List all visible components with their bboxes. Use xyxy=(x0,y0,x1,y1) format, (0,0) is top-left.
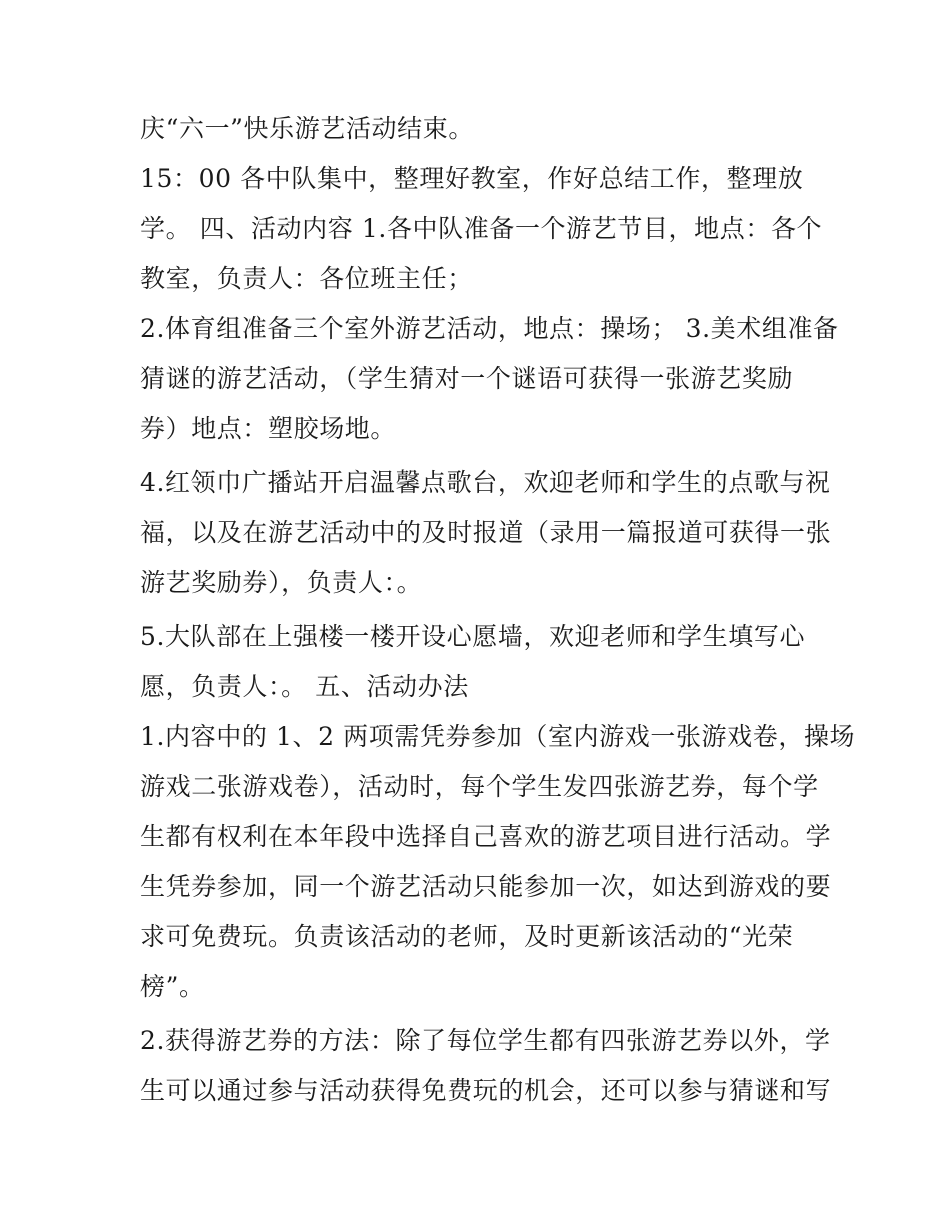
text-line: 券）地点：塑胶场地。 xyxy=(140,414,397,443)
text-line: 福，以及在游艺活动中的及时报道（录用一篇报道可获得一张 xyxy=(140,518,832,547)
text-line: 生凭券参加，同一个游艺活动只能参加一次，如达到游戏的要 xyxy=(140,872,832,901)
text-line: 游戏二张游戏卷），活动时，每个学生发四张游艺券，每个学 xyxy=(140,772,819,801)
text-line: 生都有权利在本年段中选择自己喜欢的游艺项目进行活动。学 xyxy=(140,822,832,851)
text-line: 游艺奖励券），负责人：。 xyxy=(140,568,423,597)
text-line: 15：00 各中队集中，整理好教室，作好总结工作，整理放 xyxy=(140,164,804,193)
text-line: 1.内容中的 1、2 两项需凭券参加（室内游戏一张游戏卷，操场 xyxy=(140,722,856,751)
text-line: 学。 四、活动内容 1.各中队准备一个游艺节目，地点：各个 xyxy=(140,214,823,243)
text-line: 求可免费玩。负责该活动的老师，及时更新该活动的“光荣 xyxy=(140,922,794,951)
text-line: 愿，负责人：。 五、活动办法 xyxy=(140,672,469,701)
text-line: 榜”。 xyxy=(140,972,205,1001)
text-line: 生可以通过参与活动获得免费玩的机会，还可以参与猜谜和写 xyxy=(140,1076,832,1105)
text-line: 2.体育组准备三个室外游艺活动，地点：操场； 3.美术组准备 xyxy=(140,314,839,343)
text-line: 教室，负责人：各位班主任； xyxy=(140,264,473,293)
text-line: 庆“六一”快乐游艺活动结束。 xyxy=(140,114,474,143)
text-line: 2.获得游艺券的方法：除了每位学生都有四张游艺券以外，学 xyxy=(140,1026,831,1055)
text-line: 5.大队部在上强楼一楼开设心愿墙，欢迎老师和学生填写心 xyxy=(140,622,806,651)
text-line: 4.红领巾广播站开启温馨点歌台，欢迎老师和学生的点歌与祝 xyxy=(140,468,831,497)
text-line: 猜谜的游艺活动，（学生猜对一个谜语可获得一张游艺奖励 xyxy=(140,364,794,393)
